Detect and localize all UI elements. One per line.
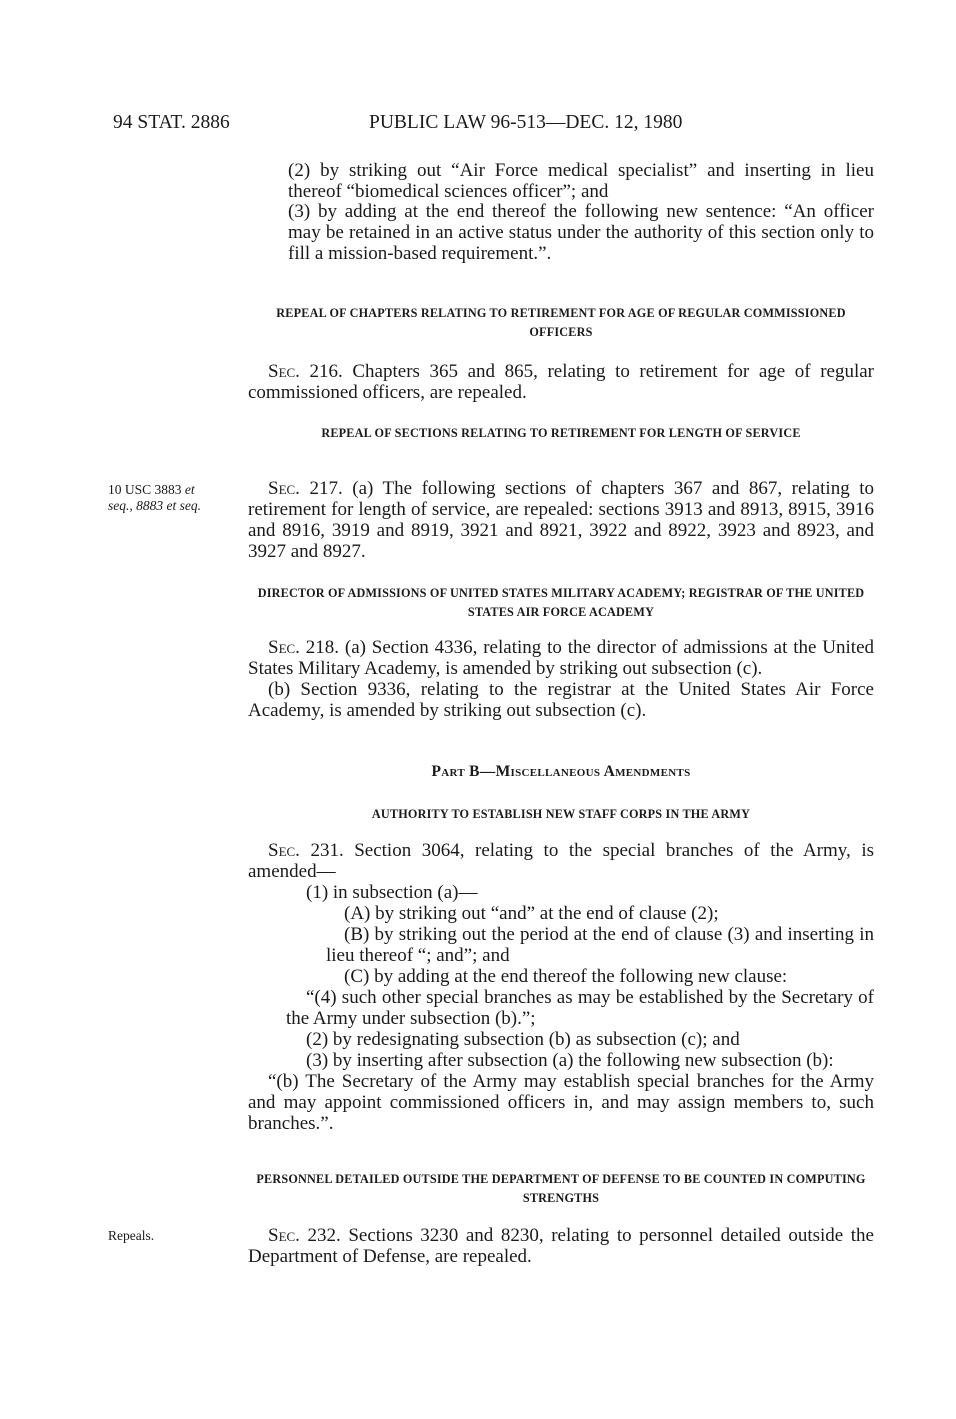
section-218b-text: (b) Section 9336, relating to the registrar at the United States Air Force Academy, is amended by striking out subsection (c). [248,679,874,721]
heading-staff-corps: AUTHORITY TO ESTABLISH NEW STAFF CORPS IN THE ARMY [371,807,751,821]
page-header [113,112,873,140]
section-231-clause-3: (3) by inserting after subsection (a) the following new subsection (b): [306,1050,834,1071]
section-231-clause-1: (1) in subsection (a)— [306,882,478,903]
margin-note-repeals: Repeals. [108,1228,155,1243]
section-232-text: Sections 3230 and 8230, relating to personnel detailed outside the Department of Defense, are repealed. [248,1225,874,1267]
usc-et-2: et seq. [166,498,201,513]
section-232 [248,1225,874,1267]
section-216-text: Chapters 365 and 865, relating to retirement for age of regular commissioned officers, are repealed. [248,361,875,403]
paragraph-2-medical: (2) by striking out “Air Force medical specialist” and inserting in lieu thereof “biomedical sciences officer”; and [288,160,874,202]
part-b-heading [248,763,874,781]
public-law-title: PUBLIC LAW 96-513—DEC. 12, 1980 [369,112,683,133]
section-label: Sec. 217. [268,478,343,499]
heading-director-admissions: DIRECTOR OF ADMISSIONS OF UNITED STATES MILITARY ACADEMY; REGISTRAR OF THE UNITED STATES AIR FORCE ACADEMY [257,586,865,619]
usc-et-1: et [184,482,195,497]
section-231-clause-2: (2) by redesignating subsection (b) as subsection (c); and [306,1029,740,1050]
heading-personnel-detailed: PERSONNEL DETAILED OUTSIDE THE DEPARTMENT OF DEFENSE TO BE COUNTED IN COMPUTING STRENGTHS [256,1172,866,1205]
part-b-label: Part B—Miscellaneous Amendments [431,763,691,780]
section-label: Sec. 232. [268,1225,341,1246]
paragraph-3-retained: (3) by adding at the end thereof the following new sentence: “An officer may be retained in an active status under the authority of this section only to fill a mission-based requirement.”. [288,201,874,264]
usc-ref-2: seq., 8883 [108,498,167,513]
statute-page-number: 94 STAT. 2886 [113,112,230,133]
section-label: Sec. 231. [268,840,344,861]
section-231-new-subsection-b: “(b) The Secretary of the Army may establish special branches for the Army and may appoint commissioned officers in, and may assign members to, such branches.”. [248,1071,874,1134]
section-231-new-clause-4: “(4) such other special branches as may be established by the Secretary of the Army under subsection (b).”; [286,987,874,1029]
section-217 [248,478,874,562]
section-218a-text: (a) Section 4336, relating to the director of admissions at the United States Military Academy, is amended by striking out subsection (c). [248,637,874,679]
section-218 [248,637,874,721]
section-231-clause-1B: (B) by striking out the period at the end of clause (3) and inserting in lieu thereof “; and”; and [326,924,874,966]
section-231 [248,840,874,1134]
usc-ref-1: 10 USC 3883 [108,482,185,497]
margin-note-usc [108,482,238,514]
section-label: Sec. 218. [268,637,340,658]
section-231-clause-1C: (C) by adding at the end thereof the following new clause: [344,966,788,987]
section-231-text: Section 3064, relating to the special branches of the Army, is amended— [248,840,874,882]
heading-repeal-age: REPEAL OF CHAPTERS RELATING TO RETIREMENT FOR AGE OF REGULAR COMMISSIONED OFFICERS [276,306,846,339]
section-label: Sec. 216. [268,361,343,382]
section-217-text: (a) The following sections of chapters 367 and 867, relating to retirement for length of service, are repealed: sections 3913 and 8913, 8915, 3916 and 8916, 3919 and 8919, 3921 and 8921, 3922 and 8922, 3923 and 8923, and 3927 and 8927. [248,478,875,562]
section-231-clause-1A: (A) by striking out “and” at the end of clause (2); [344,903,719,924]
section-216 [248,361,874,403]
heading-repeal-length: REPEAL OF SECTIONS RELATING TO RETIREMENT FOR LENGTH OF SERVICE [321,426,801,440]
